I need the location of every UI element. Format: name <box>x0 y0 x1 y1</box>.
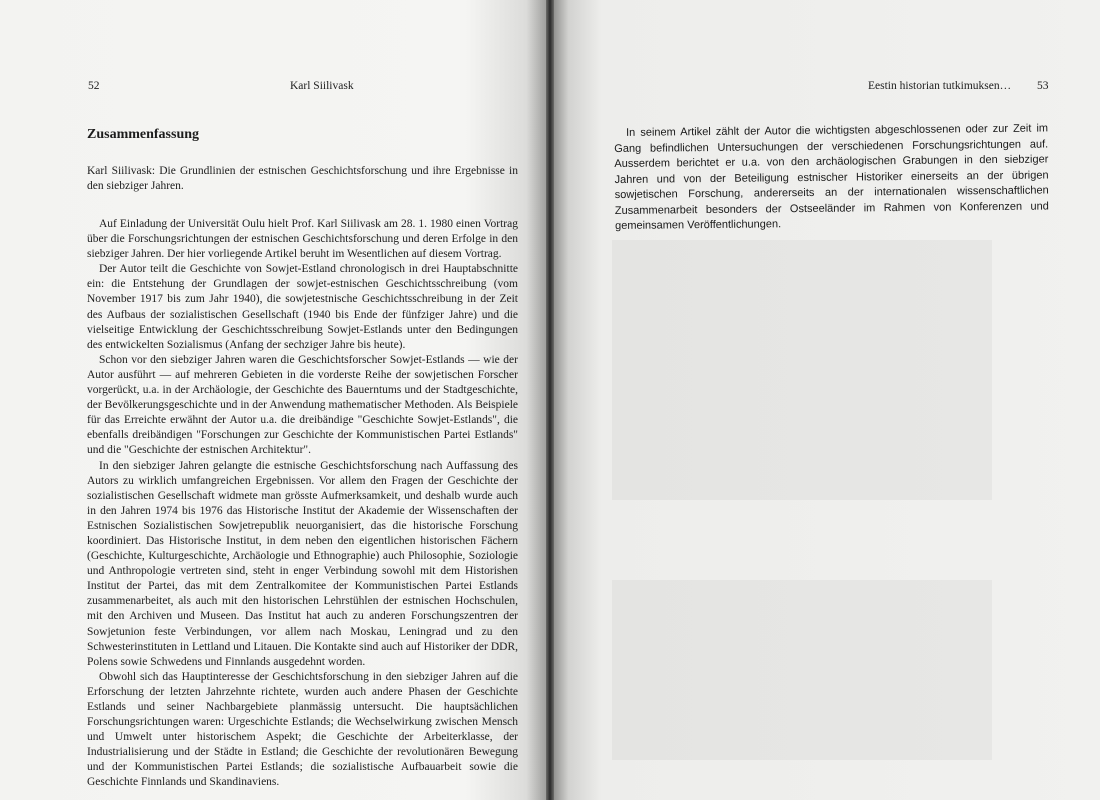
show-through-text <box>612 240 992 500</box>
running-head-right: Eestin historian tutkimuksen… <box>868 80 1012 92</box>
article-subtitle <box>87 164 518 194</box>
right-page <box>552 0 1100 800</box>
paragraph: Der Autor teilt die Geschichte von Sowjet-Estland chronologisch in drei Hauptabschnitte ein: die Entstehung der Grundlagen der sowjet-estnischen Geschichtsschreibung (vom November 1917 bis zum Jahr 1940), die sowjetestnische Geschichtsschreibung in der Zeit des Aufbaus der sozialistischen Gesellschaft (1940 bis Ende der fünfziger Jahre) und die vielseitige Entwicklung der Geschichtsschreibung Sowjet-Estlands unter den Bedingungen des entwickelten Sozialismus (Anfang der sechziger Jahre bis heute). <box>87 263 518 351</box>
page-number-right: 53 <box>1037 80 1049 92</box>
paragraph: Obwohl sich das Hauptinteresse der Geschichtsforschung in den siebziger Jahren auf die Erforschung der letzten Jahrzehnte richtete, wurden auch andere Phasen der Geschichte Estlands und seiner Nachbargebiete planmässig untersucht. Die hauptsächlichen Forschungsrichtungen waren: Urgeschichte Estlands; die Wechselwirkung zwischen Mensch und Umwelt unter historischem Aspekt; die Geschichte der Arbeiterklasse, der Industrialisierung und der Städte in Estland; die Geschichte der revolutionären Bewegung und der Kommunistischen Partei Estlands; die sozialistische Aufbauarbeit sowie die Geschichte Finnlands und Skandinaviens. <box>87 670 518 789</box>
paragraph: Schon vor den siebziger Jahren waren die Geschichtsforscher Sowjet-Estlands — wie der Autor ausführt — auf mehreren Gebieten in die vorderste Reihe der sowjetischen Forscher vorgerückt, u.a. in der Archäologie, der Geschichte des Bauerntums und der Stadtgeschichte, der Bevölkerungsgeschichte und in der Anwendung mathematischer Methoden. Als Beispiele für das Erreichte erwähnt der Autor u.a. die dreibändige "Geschichte Sowjet-Estlands", die ebenfalls dreibändigen "Forschungen zur Geschichte der Kommunistischen Partei Estlands" und die "Geschichte der estnischen Architektur". <box>87 353 518 457</box>
page-number-left: 52 <box>88 80 100 92</box>
right-body-text <box>614 121 1049 234</box>
paragraph: Auf Einladung der Universität Oulu hielt Prof. Karl Siilivask am 28. 1. 1980 einen Vortrag über die Forschungsrichtungen der estnischen Geschichtsforschung und deren Erfolge in den siebziger Jahren. Der hier vorliegende Artikel beruht im Wesentlichen auf diesem Vortrag. <box>87 218 518 261</box>
section-heading: Zusammenfassung <box>87 127 200 142</box>
book-gutter <box>546 0 554 800</box>
subtitle-text: Karl Siilivask: Die Grundlinien der estnischen Geschichtsforschung und ihre Ergebnisse in den siebziger Jahren. <box>87 165 518 193</box>
paragraph: In den siebziger Jahren gelangte die estnische Geschichtsforschung nach Auffassung des Autors zu wirklich umfangreichen Ergebnissen. Vor allem den Fragen der Geschichte der sozialistischen Gesellschaft widmete man grösste Aufmerksamkeit, und deshalb wurde auch in den Jahren 1974 bis 1976 das Historische Institut der Akademie der Wissenschaften der Estnischen Sozialistischen Sowjetrepublik neuorganisiert, das die historische Forschung koordiniert. Das Historische Institut, in dem neben den eigentlichen historischen Fächern (Geschichte, Kulturgeschichte, Archäologie und Ethnographie) auch Philosophie, Soziologie und Anthropologie vertreten sind, steht in enger Verbindung sowohl mit dem Historishen Institut der Partei, das mit dem Zentralkomitee der Kommunistischen Partei Estlands zusammenarbeitet, als auch mit den historischen Lehrstühlen der estnischen Hochschulen, mit den Archiven und Museen. Das Institut hat auch zu anderen Forschungszentren der Sowjetunion feste Verbindungen, vor allem nach Moskau, Leningrad und zu den Schwesterinstituten in Lettland und Litauen. Die Kontakte sind auch auf Historiker der DDR, Polens sowie Schwedens und Finnlands ausgedehnt worden. <box>87 459 518 668</box>
paragraph: In seinem Artikel zählt der Autor die wichtigsten abgeschlossenen oder zur Zeit im Gang befindlichen Untersuchungen der verschiedenen Forschungsrichtungen auf. Ausserdem berichtet er u.a. von den archäologischen Grabungen in den siebziger Jahren und von der Beteiligung estnischer Historiker einerseits an der übrigen sowjetischen Forschung, andererseits an der internationalen wissenschaftlichen Zusammenarbeit besonders der Ostseeländer im Rahmen von Konferenzen und gemeinsamen Veröffentlichungen. <box>614 122 1049 232</box>
show-through-text <box>612 580 992 760</box>
left-body-text <box>87 217 518 791</box>
running-head-left: Karl Siilivask <box>290 80 354 92</box>
